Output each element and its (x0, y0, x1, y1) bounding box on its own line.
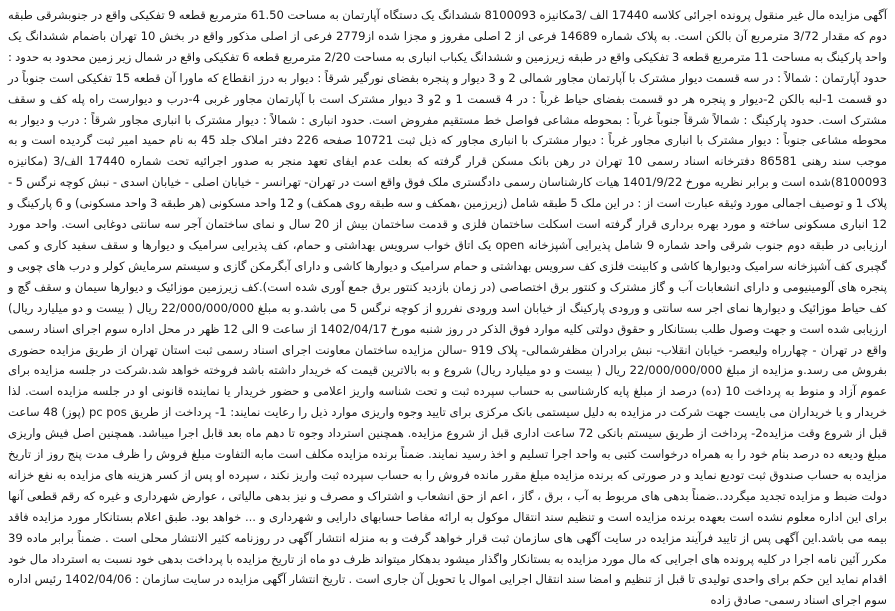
auction-notice-text: آگهی مزایده مال غیر منقول پرونده اجرائی کلاسه 17440 الف /3مکانیزه 8100093 ششدانگ یک دستگاه آپارتمان به مساحت 61.50 مترمربع قطعه 9 تفکیکی واقع در جنوبشرقی طبقه دوم که مقدار 3/72 مترمربع آن بالکن است. به پلاک شماره 14689 فرعی از 2 اصلی مفروز و مجزا شده از2779 فرعی از اصلی مذکور واقع در بخش 10 تهران باضمام ششدانگ یک واحد پارکینگ به مساحت 11 مترمربع قطعه 3 تفکیکی واقع در طبقه زیرزمین و ششدانگ یکباب انباری به مساحت 2/20 مترمربع قطعه 6 تفکیکی واقع در شمال زیر زمین محدود به حدود : حدود آپارتمان : شمالاً : در سه قسمت دیوار مشترک با آپارتمان مجاور شمالی 2 و 3 دیوار و پنجره بفضای نورگیر شرقاً : دیوار به درز انقطاع که ماورا آن قطعه 15 تفکیکی است جنوباً در دو قسمت 1-لبه بالکن 2-دیوار و پنجره هر دو قسمت بفضای حیاط غرباً : در 4 قسمت 1 و 2و 3 دیوار مشترک است با آپارتمان مجاور غربی 4-درب و دیوارست راه پله کف و سقف مشترک است. حدود پارکینگ : شمالاً شرقاً جنوباً غرباً : بمحوطه مشاعی فواصل خط مستقیم مفروض است. حدود انباری : شمالاً : دیوار مشترک با انباری مجاور شرقاً : درب و دیوار به محوطه مشاعی جنوباً : دیوار مشترک با انباری مجاور غرباً : دیوار مشترک با انباری مجاور که ذیل ثبت 10721 صفحه 226 دفتر املاک جلد 45 به نام حمید امیر ثبت گردیده است و به موجب سند رهنی 86581 دفترخانه اسناد رسمی 10 تهران در رهن بانک مسکن قرار گرفته که بعلت عدم ایفای تعهد منجر به صدور اجرائیه تحت شماره 17440 الف/3 (مکانیزه 8100093)شده است و برابر نظریه مورخ 1401/9/22 هیات کارشناسان رسمی دادگستری ملک فوق واقع است در تهران- تهرانسر - خیابان اصلی - خیابان اسدی - نبش کوچه نرگس 5 - پلاک 1 و توصیف اجمالی مورد وثیقه عبارت است از : در این ملک 5 طبقه شامل (زیرزمین ،همکف و سه طبقه روی همکف) و 12 واحد مسکونی (هر طبقه 3 واحد مسکونی) و 6 پارکینگ و 12 انباری مسکونی ساخته و مورد بهره برداری قرار گرفته است اسکلت ساختمان فلزی و قدمت ساختمان بیش از 20 سال و نمای ساختمان آجر سه سانتی دوغابی است. واحد مورد ارزیابی در طبقه دوم جنوب شرقی واحد شماره 9 شامل پذیرایی آشپزخانه open یک اتاق خواب سرویس بهداشتی و حمام، کف پذیرایی سرامیک و دیوارها و سقف سفید کاری و کمی گچبری کف آشپزخانه سرامیک ودیوارها کاشی و کابینت فلزی کف سرویس بهداشتی و حمام سرامیک و دیوارها کاشی و دارای آبگرمکن گازی و سیستم سرمایش کولر و درب های چوبی و پنجره های آلومینیومی و دارای انشعابات آب و گاز مشترک و کنتور برق اختصاصی (در زمان بازدید کنتور برق جمع آوری شده است).کف زیرزمین موزائیک و دیوارها سیمان و سقف گچ و کف حیاط موزائیک و دیوارها نمای اجر سه سانتی و ورودی پارکینگ از خیابان اسد ورودی نفررو از کوچه نرگس 5 می باشد.و به مبلغ 22/000/000/000 ریال ( بیست و دو میلیارد ریال) ارزیابی شده است و جهت وصول طلب بستانکار و حقوق دولتی کلیه موارد فوق الذکر در روز شنبه مورخ 1402/04/17 از ساعت 9 الی 12 ظهر در محل اداره سوم اجرای اسناد رسمی واقع در تهران - چهارراه ولیعصر- خیابان انقلاب- نبش برادران مظفرشمالی- پلاک 919 -سالن مزایده ساختمان معاونت اجرای اسناد رسمی ثبت استان تهران از طریق مزایده حضوری بفروش می رسد.و مزایده از مبلغ 22/000/000/000 ریال ( بیست و دو میلیارد ریال) شروع و به بالاترین قیمت که خریدار داشته باشد فروخته خواهد شد.شرکت در جلسه مزایده برای عموم آزاد و منوط به پرداخت 10 (ده) درصد از مبلغ پایه کارشناسی به حساب سپرده ثبت و تحت شناسه واریز اعلامی و حضور خریدار یا نماینده قانونی او در جلسه مزایده است. لذا خریدار و یا خریداران می بایست جهت شرکت در مزایده به دلیل سیستمی بانک مرکزی برای تایید وجوه واریزی موارد ذیل را رعایت نمایند: 1- پرداخت از طریق pc pos (پوز) 48 ساعت قبل از شروع وقت مزایده2- پرداخت از طریق سیستم بانکی 72 ساعت اداری قبل از شروع مزایده. همچنین استرداد وجوه تا دهم ماه بعد قابل اجرا میباشد. همچنین اصل فیش واریزی مبلغ ودیعه ده درصد بنام خود را به همراه درخواست کتبی به واحد اجرا تسلیم و اخذ رسید نمایند. ضمناً برنده مزایده مکلف است مابه التفاوت مبلغ فروش را ظرف مدت پنج روز از تاریخ مزایده به حساب صندوق ثبت تودیع نماید و در صورتی که برنده مزایده مبلغ مقرر مانده فروش را به حساب سپرده ثبت واریز نکند ، سپرده او پس از کسر هزینه های مزایده به نفع خزانه دولت ضبط و مزایده تجدید میگردد..ضمناً بدهی های مربوط به آب ، برق ، گاز ، اعم از حق انشعاب و اشتراک و مصرف و نیز بدهی مالیاتی ، عوارض شهرداری و غیره که رقم قطعی آنها برای این اداره معلوم نشده است بعهده برنده مزایده است و تنظیم سند انتقال موکول به ارائه مفاصا حسابهای دارایی و شهرداری و ... خواهد بود. طبق اعلام بستانکار مورد مزایده فاقد بیمه می باشد.این آگهی پس از تایید فرآیند مزایده در سایت آگهی های سازمان ثبت قرار خواهد گرفت و به منزله انتشار آگهی در روزنامه کثیر الانتشار محلی است . ضمناً برابر ماده 39 مکرر آئین نامه اجرا در کلیه پرونده های اجرایی که مال مورد مزایده به بستانکار واگذار میشود بدهکار میتواند ظرف دو ماه از تاریخ مزایده با پرداخت بدهی خود نسبت به استرداد مال خود اقدام نماید این حکم برای واحدی تولیدی تا قبل از تنظیم و امضا سند انتقال اجرایی اموال یا تحویل آن جاری است . تاریخ انتشار آگهی مزایده در سایت سازمان : 1402/04/06 رئیس اداره سوم اجرای اسناد رسمی- صادق زاده (8, 8, 888, 608)
